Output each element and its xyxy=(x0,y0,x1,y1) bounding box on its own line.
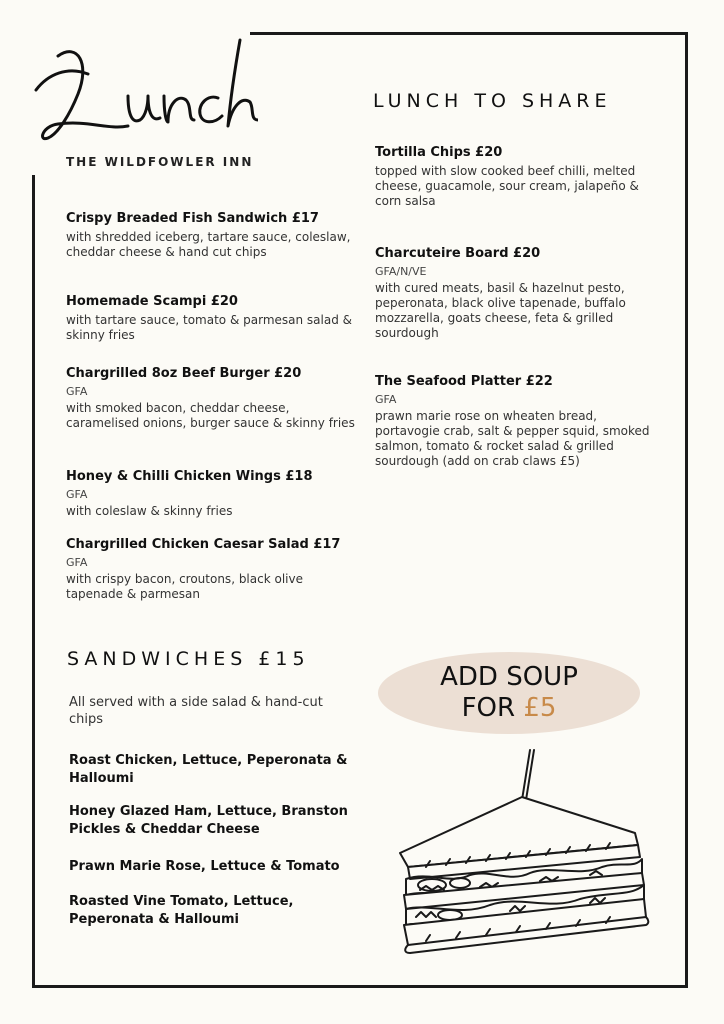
menu-item xyxy=(375,144,645,209)
menu-item xyxy=(66,210,361,260)
item-name: Chargrilled Chicken Caesar Salad £17 xyxy=(66,537,341,552)
item-dietary-tag: GFA xyxy=(66,556,88,569)
sandwich-item: Prawn Marie Rose, Lettuce & Tomato xyxy=(69,859,340,874)
soup-price: £5 xyxy=(523,693,557,723)
soup-line1: ADD SOUP xyxy=(440,662,578,692)
soup-line2 xyxy=(378,693,640,724)
sandwich-item: Roasted Vine Tomato, Lettuce, Peperonata & Halloumi xyxy=(69,894,294,927)
item-desc: with coleslaw & skinny fries xyxy=(66,504,233,518)
item-desc: with smoked bacon, cheddar cheese, caramelised onions, burger sauce & skinny fries xyxy=(66,401,355,430)
item-name: The Seafood Platter £22 xyxy=(375,374,553,389)
item-name: Honey & Chilli Chicken Wings £18 xyxy=(66,469,313,484)
item-dietary-tag: GFA/N/VE xyxy=(375,265,427,278)
menu-item xyxy=(375,373,650,469)
item-desc: with tartare sauce, tomato & parmesan salad & skinny fries xyxy=(66,313,353,342)
item-name: Charcuteire Board £20 xyxy=(375,246,541,261)
menu-item xyxy=(66,536,361,602)
item-name: Tortilla Chips £20 xyxy=(375,145,503,160)
share-heading: LUNCH TO SHARE xyxy=(373,90,612,112)
menu-item xyxy=(66,468,361,519)
item-desc: prawn marie rose on wheaten bread, portavogie crab, salt & pepper squid, smoked salmon, tomato & rocket salad & grilled sourdough (add on crab claws £5) xyxy=(375,409,650,468)
item-desc: with shredded iceberg, tartare sauce, coleslaw, cheddar cheese & hand cut chips xyxy=(66,230,351,259)
item-desc: with cured meats, basil & hazelnut pesto, peperonata, black olive tapenade, buffalo mozzarella, goats cheese, feta & grilled sourdough xyxy=(375,281,626,340)
add-soup-badge xyxy=(378,652,640,734)
soup-prefix: FOR xyxy=(461,693,524,723)
sandwich-item: Roast Chicken, Lettuce, Peperonata & Halloumi xyxy=(69,753,348,786)
menu-item xyxy=(66,293,361,343)
sandwiches-note: All served with a side salad & hand-cut chips xyxy=(69,695,323,727)
item-desc: with crispy bacon, croutons, black olive tapenade & parmesan xyxy=(66,572,303,601)
lunch-script-logo xyxy=(28,34,258,154)
sandwich-item: Honey Glazed Ham, Lettuce, Branston Pickles & Cheddar Cheese xyxy=(69,804,348,837)
item-dietary-tag: GFA xyxy=(66,385,88,398)
item-name: Chargrilled 8oz Beef Burger £20 xyxy=(66,366,302,381)
sandwich-illustration xyxy=(390,745,655,960)
menu-item xyxy=(375,245,645,341)
sandwiches-note-block xyxy=(69,694,329,728)
item-dietary-tag: GFA xyxy=(375,393,397,406)
item-name: Crispy Breaded Fish Sandwich £17 xyxy=(66,211,319,226)
sandwiches-heading: SANDWICHES £15 xyxy=(67,648,310,670)
item-dietary-tag: GFA xyxy=(66,488,88,501)
menu-item xyxy=(66,365,361,431)
item-name: Homemade Scampi £20 xyxy=(66,294,238,309)
item-desc: topped with slow cooked beef chilli, melted cheese, guacamole, sour cream, jalapeño & corn salsa xyxy=(375,164,639,208)
restaurant-name: THE WILDFOWLER INN xyxy=(66,155,254,169)
